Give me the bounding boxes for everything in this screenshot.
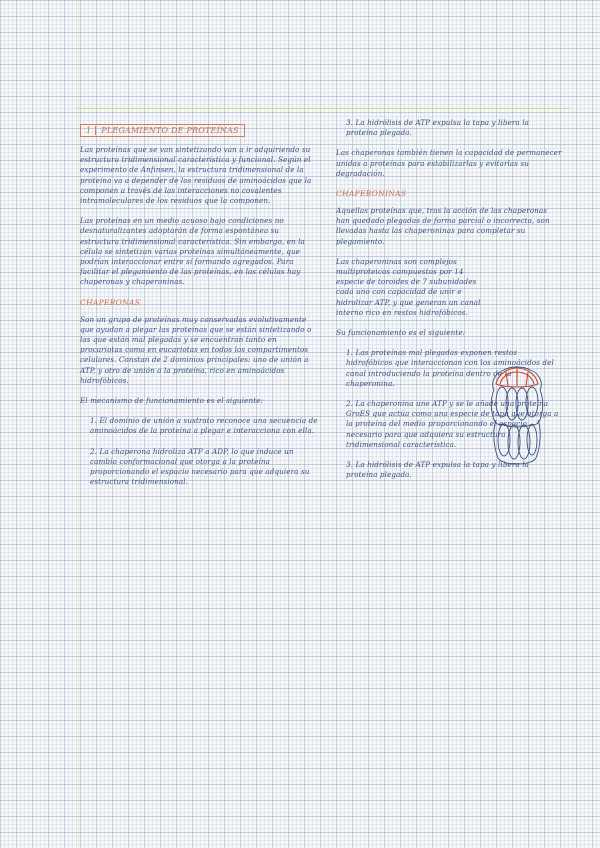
chaperona-step-1: 1. El dominio de unión a sustrato reconoce una secuencia de aminoácidos de la proteína a plegar e interacciona con ella. (90, 416, 318, 436)
section-title (80, 124, 245, 137)
paragraph-mechanism-intro: El mecanismo de funcionamiento es el siguiente: (80, 396, 264, 406)
chaperona-step-2: 2. La chaperona hidroliza ATP a ADP, lo que induce un cambio conformacional que otorga a la proteína proporcionando el espacio necesario para que adquiera su estructura tridimensional. (90, 446, 310, 487)
left-column (80, 118, 318, 497)
chaperonina-step-1: 1. Las proteínas mal plegadas exponen restos hidrofóbicos que interaccionan con los aminoácidos del canal introduciendo la proteína dentro de la chaperonina. (346, 348, 554, 388)
heading-chaperonas: CHAPERONAS (80, 297, 141, 307)
paragraph-chaperoninas-structure: Las chaperoninas son complejos multiproteicos compuestos por 14 especie de toroides de 7 subunidades cada uno con capacidad de unir e hidrolizar ATP, y que generan un canal interno rico en restos hidrofóbicos. (336, 256, 481, 317)
chaperonina-step-3: 3. La hidrólisis de ATP expulsa la tapa y libera la proteína plegada. (346, 460, 529, 480)
header-rule (78, 108, 570, 109)
section-number: 1 (86, 126, 96, 135)
paragraph-chaperoninas-mechanism: Su funcionamiento es el siguiente: (336, 328, 466, 338)
paragraph-aggregates: Las proteínas en un medio acuoso bajo condiciones no desnaturalizantes adoptarán de forma espontánea su estructura tridimensional característica. Sin embargo, en la célula se sintetizan varias proteínas simultáneamente, que podrían interaccionar entre sí formando agregados. Para facilitar el plegamiento de las proteínas, en las células hay chaperonas y chaperoninas. (80, 216, 305, 287)
chaperona-step-3: 3. La hidrólisis de ATP expulsa la tapa y libera la proteína plegada. (346, 118, 529, 138)
chaperonin-drawing-icon (486, 362, 548, 472)
paragraph-stabilize: Las chaperonas también tienen la capacidad de permanecer unidas a proteínas para estabilizarlas y evitarlas su degradación. (336, 148, 562, 178)
heading-chaperoninas: CHAPERONINAS (336, 189, 407, 199)
chaperonina-step-2: 2. La chaperonina une ATP y se le añade una proteína GroES que actúa como una especie de tapa que otorga a la proteína del medio proporcionando el espacio necesario para que adquiera su estructura tridimensional característica. (346, 399, 559, 449)
section-title-text: PLEGAMIENTO DE PROTEÍNAS (101, 126, 239, 135)
paragraph-intro: Las proteínas que se van sintetizando van a ir adquiriendo su estructura tridimensional característica y funcional. Según el experimento de Anfinsen, la estructura tridimensional de la proteína va a depender de los residuos de aminoácidos que la componen a través de las interacciones no covalentes intramoleculares de los residuos que la componen. (80, 145, 312, 206)
paragraph-chaperoninas-intro: Aquellas proteínas que, tras la acción de las chaperonas han quedado plegadas de forma parcial o incorrecta, son llevadas hasta las chaperoninas para completar su plegamiento. (336, 206, 550, 246)
margin-rule (78, 0, 79, 848)
paragraph-chaperonas: Son un grupo de proteínas muy conservadas evolutivamente que ayudan a plegar las proteínas que se están sintetizando o las que están mal plegadas y se encuentran tanto en procariotas como en eucariotas en todos los compartimentos celulares. Constan de 2 dominios principales: uno de unión a ATP, y otro de unión a la proteína, rico en aminoácidos hidrofóbicos. (80, 314, 312, 385)
